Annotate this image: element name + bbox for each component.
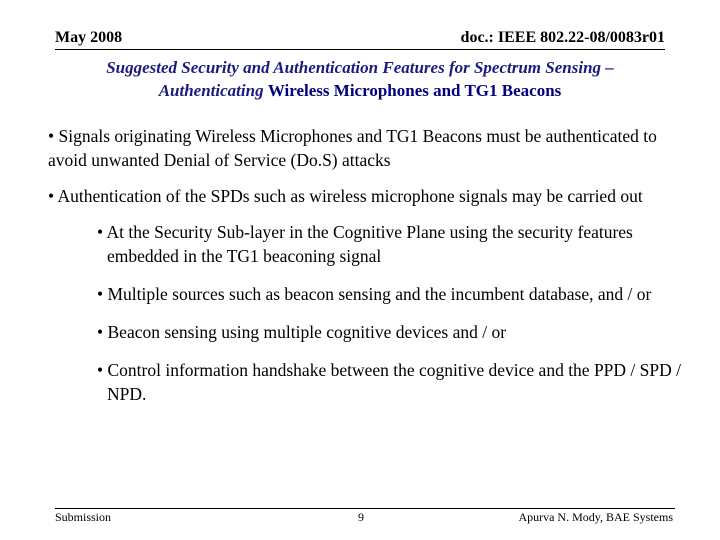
sub-bullet-item: • Beacon sensing using multiple cognitive devices and / or: [97, 322, 507, 342]
sub-bullet-item: • At the Security Sub-layer in the Cognitive Plane using the security features embedded in the TG1 beaconing signal: [97, 222, 633, 266]
bullet-list: [48, 124, 688, 420]
sub-bullet-item: • Control information handshake between the cognitive device and the PPD / SPD / NPD.: [97, 360, 682, 404]
header-date: May 2008: [55, 29, 123, 46]
sub-bullet-item: • Multiple sources such as beacon sensing and the incumbent database, and / or: [97, 284, 652, 304]
header-divider: [55, 49, 665, 50]
footer-submission: Submission: [55, 510, 112, 524]
footer-divider: [55, 508, 675, 509]
title-line-2: [30, 79, 690, 102]
footer-page-number: 9: [358, 510, 364, 524]
title-line-2-part-b: Wireless Microphones and TG1 Beacons: [267, 81, 562, 100]
bullet-item: • Signals originating Wireless Microphones and TG1 Beacons must be authenticated to avoid unwanted Denial of Service (Do.S) attacks: [48, 126, 657, 170]
footer-author: Apurva N. Mody, BAE Systems: [518, 510, 673, 524]
title-line-1: Suggested Security and Authentication Features for Spectrum Sensing –: [106, 58, 614, 77]
title-line-2-part-a: Authenticating: [158, 81, 268, 100]
slide-title: [30, 56, 690, 102]
bullet-item: • Authentication of the SPDs such as wireless microphone signals may be carried out: [48, 186, 643, 206]
header-doc-id: doc.: IEEE 802.22-08/0083r01: [460, 29, 665, 46]
